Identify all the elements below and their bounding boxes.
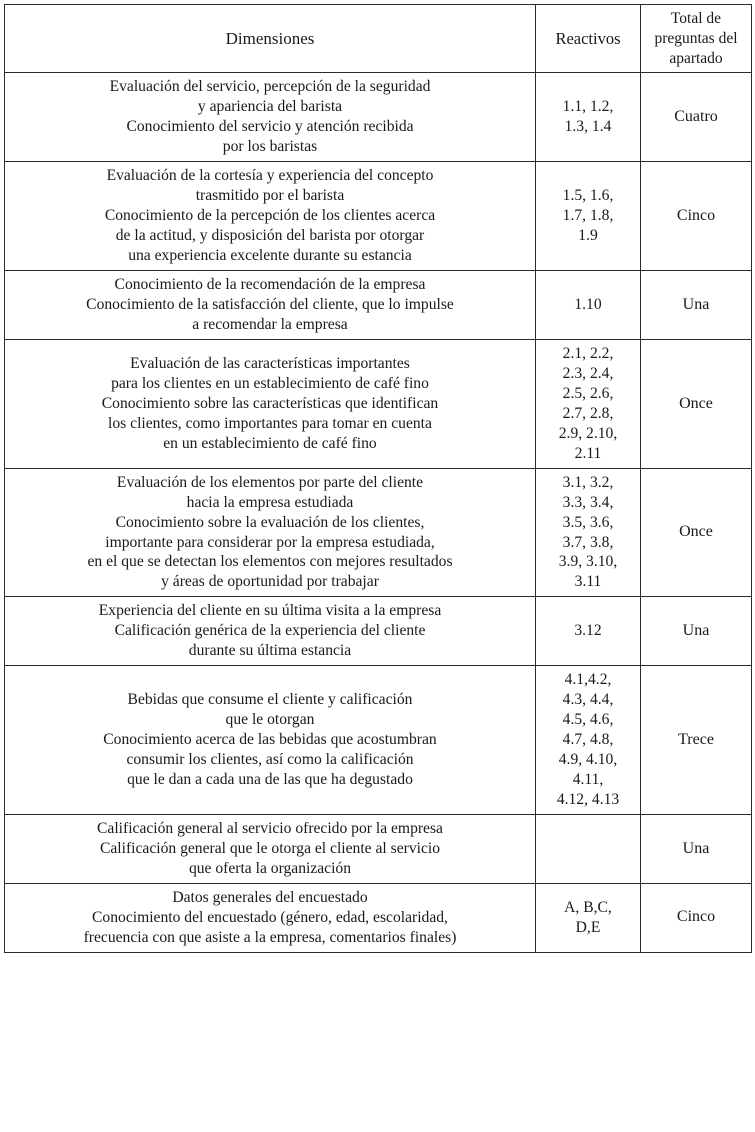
dimension-line: Conocimiento sobre las características que identifican xyxy=(101,394,439,412)
dimension-line: durante su última estancia xyxy=(188,642,352,660)
total-cell: Once xyxy=(641,339,752,468)
dimension-cell xyxy=(5,73,536,162)
dimension-line: Evaluación de la cortesía y experiencia del concepto xyxy=(106,167,434,185)
total-cell: Cinco xyxy=(641,883,752,952)
table-row xyxy=(5,666,752,815)
reactivos-line: 3.11 xyxy=(574,573,602,591)
dimension-line: Calificación genérica de la experiencia del cliente xyxy=(114,622,426,640)
reactivos-cell xyxy=(536,883,641,952)
reactivos-cell xyxy=(536,666,641,815)
reactivos-cell xyxy=(536,162,641,271)
dimension-line: Calificación general al servicio ofrecido por la empresa xyxy=(97,819,443,837)
total-cell: Una xyxy=(641,597,752,666)
dimension-line: Conocimiento acerca de las bebidas que acostumbran xyxy=(103,731,437,749)
table-row xyxy=(5,339,752,468)
dimension-line: Conocimiento sobre la evaluación de los clientes, xyxy=(115,513,425,531)
dimension-line: que le otorgan xyxy=(225,711,315,729)
reactivos-cell xyxy=(536,73,641,162)
table-row xyxy=(5,271,752,340)
column-header-reactivos: Reactivos xyxy=(536,5,641,73)
dimension-line: trasmitido por el barista xyxy=(195,187,345,205)
dimension-line: en el que se detectan los elementos con mejores resultados xyxy=(87,553,453,571)
dimension-line: hacia la empresa estudiada xyxy=(186,493,354,511)
header-row xyxy=(5,5,752,73)
reactivos-line: 1.3, 1.4 xyxy=(564,118,612,136)
dimension-cell xyxy=(5,883,536,952)
dimension-line: Conocimiento del servicio y atención recibida xyxy=(126,118,414,136)
dimension-line: los clientes, como importantes para tomar en cuenta xyxy=(108,414,432,432)
total-cell: Once xyxy=(641,468,752,597)
reactivos-line: 4.7, 4.8, xyxy=(562,731,614,749)
reactivos-line: 4.9, 4.10, xyxy=(558,751,618,769)
reactivos-line: 1.5, 1.6, xyxy=(562,187,614,205)
reactivos-line: 2.3, 2.4, xyxy=(562,364,614,382)
reactivos-line: 2.7, 2.8, xyxy=(562,404,614,422)
dimension-cell xyxy=(5,468,536,597)
reactivos-cell xyxy=(536,271,641,340)
reactivos-line: 2.1, 2.2, xyxy=(562,344,614,362)
total-cell: Cuatro xyxy=(641,73,752,162)
dimension-line: para los clientes en un establecimiento de café fino xyxy=(111,374,429,392)
reactivos-line: 3.7, 3.8, xyxy=(562,533,614,551)
table-row xyxy=(5,814,752,883)
dimension-line: una experiencia excelente durante su estancia xyxy=(128,247,412,265)
reactivos-line: 4.11, xyxy=(572,770,604,788)
reactivos-cell xyxy=(536,339,641,468)
dimension-line: Evaluación del servicio, percepción de la seguridad xyxy=(109,78,431,96)
reactivos-line: 4.3, 4.4, xyxy=(562,691,614,709)
table-header xyxy=(5,5,752,73)
dimension-line: en un establecimiento de café fino xyxy=(163,434,377,452)
dimension-cell xyxy=(5,666,536,815)
dimension-cell xyxy=(5,271,536,340)
reactivos-line: 2.5, 2.6, xyxy=(562,384,614,402)
reactivos-line: 3.9, 3.10, xyxy=(558,553,618,571)
dimension-line: Conocimiento de la percepción de los clientes acerca xyxy=(104,207,436,225)
dimension-cell xyxy=(5,162,536,271)
dimensions-table xyxy=(4,4,752,953)
dimension-cell xyxy=(5,339,536,468)
reactivos-line: 1.1, 1.2, xyxy=(562,98,614,116)
reactivos-line: 2.9, 2.10, xyxy=(558,424,618,442)
table-body xyxy=(5,73,752,952)
reactivos-line: 1.9 xyxy=(578,227,598,245)
reactivos-line: D,E xyxy=(575,918,601,936)
dimension-line: y áreas de oportunidad por trabajar xyxy=(161,573,379,591)
reactivos-line: 3.1, 3.2, xyxy=(562,473,614,491)
column-header-dimensions: Dimensiones xyxy=(5,5,536,73)
dimension-line: frecuencia con que asiste a la empresa, comentarios finales) xyxy=(83,928,457,946)
total-cell: Cinco xyxy=(641,162,752,271)
table-row xyxy=(5,73,752,162)
dimension-line: de la actitud, y disposición del barista por otorgar xyxy=(115,227,425,245)
dimension-line: Evaluación de las características importantes xyxy=(130,354,410,372)
reactivos-line: 1.7, 1.8, xyxy=(562,207,614,225)
dimension-line: por los baristas xyxy=(222,138,318,156)
total-cell: Una xyxy=(641,814,752,883)
dimension-line: que le dan a cada una de las que ha degustado xyxy=(127,770,413,788)
total-cell: Una xyxy=(641,271,752,340)
reactivos-line: 1.10 xyxy=(574,296,602,314)
dimension-line: Calificación general que le otorga el cliente al servicio xyxy=(99,839,441,857)
dimension-line: Conocimiento de la satisfacción del cliente, que lo impulse xyxy=(86,296,454,314)
dimension-line: Experiencia del cliente en su última visita a la empresa xyxy=(98,602,442,620)
dimension-line: consumir los clientes, así como la calificación xyxy=(126,751,414,769)
dimension-line: Conocimiento de la recomendación de la empresa xyxy=(114,276,426,294)
dimension-line: Bebidas que consume el cliente y calificación xyxy=(127,691,413,709)
table-row xyxy=(5,162,752,271)
reactivos-cell xyxy=(536,468,641,597)
reactivos-line: 3.5, 3.6, xyxy=(562,513,614,531)
reactivos-line: 3.3, 3.4, xyxy=(562,493,614,511)
reactivos-line: 4.1,4.2, xyxy=(564,671,612,689)
dimension-line: a recomendar la empresa xyxy=(192,315,348,333)
dimension-cell xyxy=(5,597,536,666)
reactivos-cell xyxy=(536,597,641,666)
table-row xyxy=(5,883,752,952)
dimension-line: Evaluación de los elementos por parte del cliente xyxy=(116,473,424,491)
dimension-line: y apariencia del barista xyxy=(197,98,343,116)
reactivos-line: 3.12 xyxy=(574,622,602,640)
dimension-line: que oferta la organización xyxy=(188,859,352,877)
dimension-cell xyxy=(5,814,536,883)
total-cell: Trece xyxy=(641,666,752,815)
reactivos-line: 4.12, 4.13 xyxy=(556,790,620,808)
table-row xyxy=(5,468,752,597)
dimension-line: importante para considerar por la empresa estudiada, xyxy=(105,533,435,551)
column-header-total: Total de preguntas del apartado xyxy=(641,5,752,73)
reactivos-line: 2.11 xyxy=(574,444,602,462)
reactivos-line: A, B,C, xyxy=(564,898,612,916)
table-row xyxy=(5,597,752,666)
reactivos-cell xyxy=(536,814,641,883)
dimension-line: Conocimiento del encuestado (género, edad, escolaridad, xyxy=(92,908,448,926)
reactivos-line: 4.5, 4.6, xyxy=(562,711,614,729)
dimension-line: Datos generales del encuestado xyxy=(172,888,368,906)
